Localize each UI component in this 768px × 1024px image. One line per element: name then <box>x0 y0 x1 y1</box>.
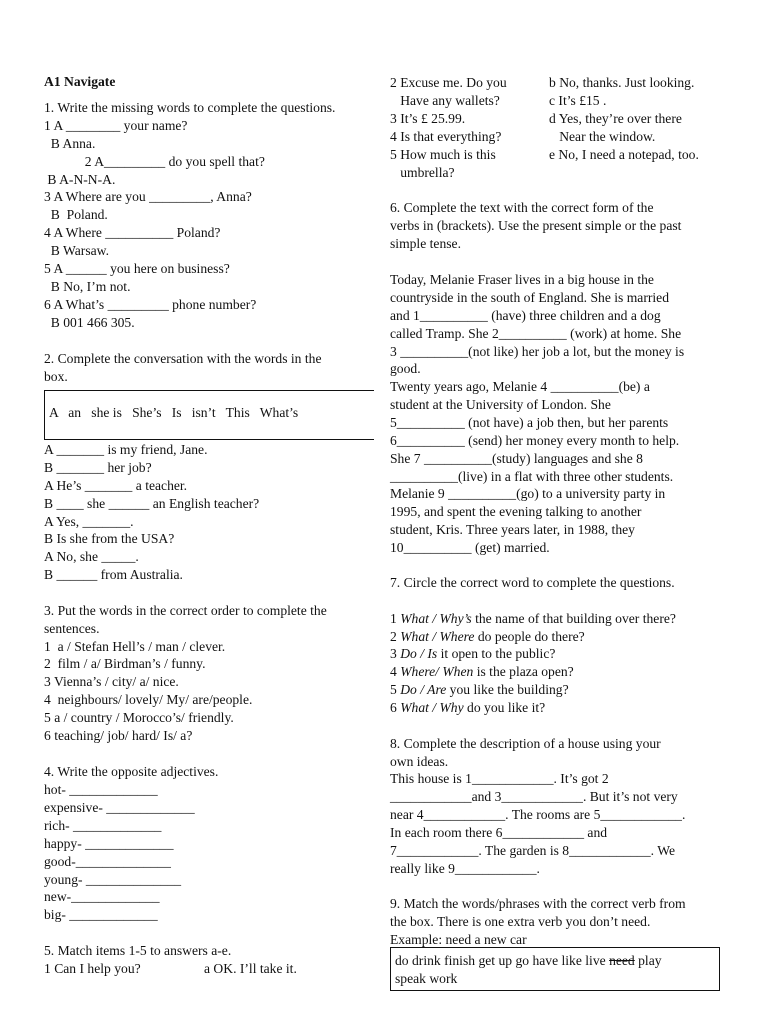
ex7-num: 1 <box>390 611 401 626</box>
ex1-line: 5 A ______ you here on business? <box>44 261 230 276</box>
ex7-rest: is the plaza open? <box>473 664 574 679</box>
verb-box-line: speak work <box>395 971 458 986</box>
verb-box <box>390 947 720 991</box>
ex5-answer: c It’s £15 . <box>549 93 607 108</box>
ex8-instruction: 8. Complete the description of a house using your <box>390 736 661 751</box>
verb-box-line <box>395 952 662 970</box>
ex4-line: new-_____________ <box>44 889 160 904</box>
ex7-rest: do you like it? <box>463 700 546 715</box>
ex7-item <box>390 699 545 717</box>
ex7-choice: What / Why’s <box>400 611 472 626</box>
ex4-line: big- _____________ <box>44 907 158 922</box>
ex3-line: 1 a / Stefan Hell’s / man / clever. <box>44 639 226 654</box>
ex8-instruction: own ideas. <box>390 754 449 769</box>
ex5-question: 4 Is that everything? <box>390 129 502 144</box>
ex7-num: 6 <box>390 700 401 715</box>
ex9-example: Example: need a new car <box>390 932 527 947</box>
ex2-line: B _______ her job? <box>44 460 152 475</box>
ex6-text-line: 1995, and spent the evening talking to another <box>390 504 642 519</box>
verb-box-words: do drink finish get up go have like live <box>395 953 610 968</box>
ex3-line: 6 teaching/ job/ hard/ Is/ a? <box>44 728 193 743</box>
ex2-line: A He’s _______ a teacher. <box>44 478 188 493</box>
ex8-text-line: near 4____________. The rooms are 5____________. <box>390 807 686 822</box>
ex6-text-line: 3 __________(not like) her job a lot, but the money is <box>390 344 685 359</box>
ex3-line: 3 Vienna’s / city/ a/ nice. <box>44 674 179 689</box>
ex2-instruction: box. <box>44 369 68 384</box>
verb-box-words: play <box>634 953 662 968</box>
ex8-text-line: ____________and 3____________. But it’s not very <box>390 789 678 804</box>
ex6-text-line: Today, Melanie Fraser lives in a big house in the <box>390 272 654 287</box>
ex8-text-line: In each room there 6____________ and <box>390 825 608 840</box>
ex4-line: happy- _____________ <box>44 836 174 851</box>
ex1-line: 4 A Where __________ Poland? <box>44 225 221 240</box>
ex7-num: 5 <box>390 682 401 697</box>
ex6-instruction: verbs in (brackets). Use the present simple or the past <box>390 218 682 233</box>
ex7-num: 2 <box>390 629 401 644</box>
ex3-instruction: 3. Put the words in the correct order to complete the <box>44 603 327 618</box>
ex6-text-line: student at the University of London. She <box>390 397 611 412</box>
ex8-text-line: 7____________. The garden is 8____________. We <box>390 843 675 858</box>
ex7-choice: Do / Are <box>400 682 447 697</box>
ex7-item <box>390 645 555 663</box>
ex7-rest: you like the building? <box>446 682 569 697</box>
ex5-instruction: 5. Match items 1-5 to answers a-e. <box>44 943 232 958</box>
ex6-text-line: called Tramp. She 2__________ (work) at home. She <box>390 326 682 341</box>
ex1-line: 1 A ________ your name? <box>44 118 188 133</box>
ex1-line: 2 A_________ do you spell that? <box>44 154 265 169</box>
ex2-line: A Yes, _______. <box>44 514 134 529</box>
ex7-item <box>390 628 585 646</box>
ex7-rest: the name of that building over there? <box>471 611 676 626</box>
ex4-line: rich- _____________ <box>44 818 162 833</box>
ex7-rest: it open to the public? <box>437 646 556 661</box>
ex7-rest: do people do there? <box>474 629 585 644</box>
ex7-item <box>390 681 569 699</box>
ex1-line: B Warsaw. <box>44 243 109 258</box>
ex3-line: 4 neighbours/ lovely/ My/ are/people. <box>44 692 253 707</box>
ex7-choice: Do / Is <box>400 646 438 661</box>
ex8-text-line: This house is 1____________. It’s got 2 <box>390 771 609 786</box>
verb-box-struck-word: need <box>609 953 635 968</box>
ex7-instruction: 7. Circle the correct word to complete the questions. <box>390 575 675 590</box>
ex6-text-line: __________(live) in a flat with three other students. <box>390 469 674 484</box>
ex7-num: 3 <box>390 646 401 661</box>
ex2-line: B Is she from the USA? <box>44 531 175 546</box>
ex5-question: 2 Excuse me. Do you <box>390 75 507 90</box>
ex1-line: 3 A Where are you _________, Anna? <box>44 189 252 204</box>
ex6-text-line: and 1__________ (have) three children and a dog <box>390 308 661 323</box>
word-box <box>44 390 374 440</box>
ex1-instruction: 1. Write the missing words to complete the questions. <box>44 100 336 115</box>
ex1-line: B A-N-N-A. <box>44 172 116 187</box>
ex7-choice: What / Where <box>400 629 475 644</box>
ex3-line: 2 film / a/ Birdman’s / funny. <box>44 656 206 671</box>
ex5-answer: b No, thanks. Just looking. <box>549 75 695 90</box>
ex5-question: 3 It’s £ 25.99. <box>390 111 466 126</box>
ex4-line: young- ______________ <box>44 872 182 887</box>
ex8-text-line: really like 9____________. <box>390 861 540 876</box>
ex5-answer: Near the window. <box>549 129 656 144</box>
ex3-instruction: sentences. <box>44 621 100 636</box>
ex6-text-line: Melanie 9 __________(go) to a university party in <box>390 486 666 501</box>
ex6-text-line: student, Kris. Three years later, in 1988, they <box>390 522 635 537</box>
ex9-instruction: 9. Match the words/phrases with the correct verb from <box>390 896 686 911</box>
ex7-choice: What / Why <box>400 700 464 715</box>
ex3-line: 5 a / country / Morocco’s/ friendly. <box>44 710 234 725</box>
ex6-text-line: Twenty years ago, Melanie 4 __________(be) a <box>390 379 650 394</box>
ex9-instruction: the box. There is one extra verb you don’t need. <box>390 914 651 929</box>
ex7-item <box>390 663 574 681</box>
ex6-text-line: good. <box>390 361 421 376</box>
ex4-line: good-______________ <box>44 854 171 869</box>
word-box-words: A an she is She’s Is isn’t This What’s <box>49 405 299 420</box>
ex6-text-line: 5__________ (not have) a job then, but her parents <box>390 415 669 430</box>
ex4-line: expensive- _____________ <box>44 800 195 815</box>
ex5-question: 1 Can I help you? <box>44 961 141 976</box>
ex7-item <box>390 610 676 628</box>
ex6-text-line: 10__________ (get) married. <box>390 540 550 555</box>
ex5-answer: d Yes, they’re over there <box>549 111 682 126</box>
ex2-line: B ______ from Australia. <box>44 567 183 582</box>
ex4-line: hot- _____________ <box>44 782 158 797</box>
ex6-instruction: 6. Complete the text with the correct form of the <box>390 200 654 215</box>
ex6-text-line: She 7 __________(study) languages and she 8 <box>390 451 643 466</box>
ex5-answer: e No, I need a notepad, too. <box>549 147 699 162</box>
ex5-question: umbrella? <box>390 165 455 180</box>
ex6-text-line: countryside in the south of England. She is married <box>390 290 669 305</box>
ex6-instruction: simple tense. <box>390 236 461 251</box>
ex1-line: B No, I’m not. <box>44 279 131 294</box>
ex2-line: A No, she _____. <box>44 549 139 564</box>
ex6-text-line: 6__________ (send) her money every month to help. <box>390 433 680 448</box>
ex1-line: B Anna. <box>44 136 96 151</box>
page-title: A1 Navigate <box>44 74 116 89</box>
ex5-question: Have any wallets? <box>390 93 500 108</box>
ex7-num: 4 <box>390 664 401 679</box>
ex1-line: B 001 466 305. <box>44 315 135 330</box>
ex2-instruction: 2. Complete the conversation with the words in the <box>44 351 322 366</box>
ex5-question: 5 How much is this <box>390 147 496 162</box>
ex2-line: A _______ is my friend, Jane. <box>44 442 208 457</box>
ex1-line: B Poland. <box>44 207 108 222</box>
ex7-choice: Where/ When <box>400 664 474 679</box>
ex1-line: 6 A What’s _________ phone number? <box>44 297 257 312</box>
ex2-line: B ____ she ______ an English teacher? <box>44 496 260 511</box>
ex4-instruction: 4. Write the opposite adjectives. <box>44 764 219 779</box>
ex5-answer: a OK. I’ll take it. <box>204 961 297 976</box>
